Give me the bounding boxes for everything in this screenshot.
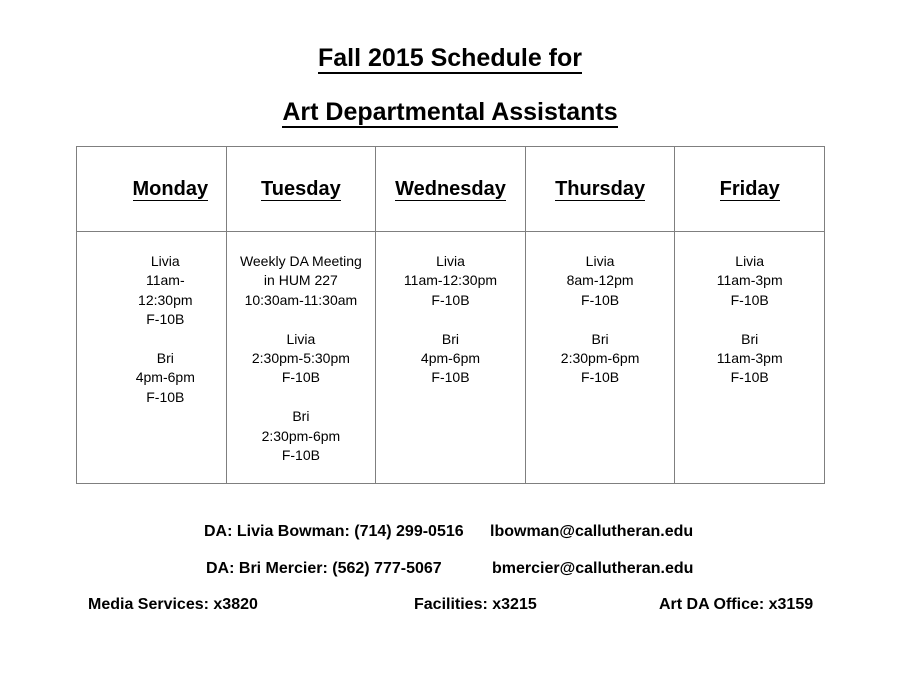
- shift-line: F-10B: [730, 291, 769, 308]
- shift-line: F-10B: [146, 388, 185, 405]
- shift-line: 2:30pm-6pm: [261, 427, 341, 444]
- day-cell-content: [675, 232, 824, 388]
- page-title-line-1-text: Fall 2015 Schedule for: [318, 44, 582, 72]
- extension-art-da-office: Art DA Office: x3159: [659, 596, 814, 613]
- shift-line: 2:30pm-6pm: [560, 350, 640, 367]
- day-header-thursday: [525, 147, 675, 232]
- day-header-monday: [77, 147, 227, 232]
- shift-line: Weekly DA Meeting: [239, 253, 362, 269]
- day-header-label: Wednesday: [395, 177, 506, 200]
- shift-line: F-10B: [581, 369, 620, 386]
- day-cell-content: [376, 232, 525, 388]
- shift-line: 12:30pm: [138, 291, 193, 308]
- shift-line: 8am-12pm: [566, 272, 634, 289]
- shift-line: Bri: [292, 408, 310, 425]
- day-header-tuesday: [226, 147, 376, 232]
- contact-bri-phone: DA: Bri Mercier: (562) 777-5067: [206, 560, 442, 577]
- shift-block: [227, 252, 376, 310]
- shift-line: 11am-: [145, 272, 185, 289]
- shift-block: [227, 407, 376, 465]
- shift-line: 2:30pm-5:30pm: [251, 350, 350, 367]
- shift-line: Bri: [741, 330, 759, 347]
- contact-livia-email: lbowman@callutheran.edu: [490, 523, 694, 540]
- day-header-label: Tuesday: [261, 177, 341, 200]
- shift-line: Livia: [286, 330, 316, 347]
- day-cell-monday: [77, 232, 227, 484]
- shift-block: [526, 252, 675, 310]
- shift-block: [105, 252, 226, 330]
- contact-bri-email: bmercier@callutheran.edu: [492, 560, 694, 577]
- day-header-label: Friday: [719, 177, 780, 200]
- shift-line: F-10B: [146, 311, 185, 328]
- extension-media-services: Media Services: x3820: [88, 596, 258, 613]
- shift-line: Bri: [156, 350, 174, 367]
- page-title-line-2-text: Art Departmental Assistants: [282, 98, 618, 126]
- shift-line: F-10B: [431, 369, 470, 386]
- schedule-body-row: [77, 232, 825, 484]
- shift-block: [675, 252, 824, 310]
- shift-line: F-10B: [281, 369, 320, 386]
- day-header-friday: [675, 147, 825, 232]
- shift-line: Livia: [150, 253, 180, 269]
- shift-block: [675, 330, 824, 388]
- shift-line: F-10B: [730, 369, 769, 386]
- shift-line: 11am-3pm: [716, 350, 783, 367]
- shift-line: Livia: [585, 253, 615, 269]
- shift-line: 10:30am-11:30am: [244, 291, 358, 308]
- day-header-label: Thursday: [555, 177, 646, 200]
- schedule-header-row: [77, 147, 825, 232]
- page-title-line-2: [0, 98, 900, 127]
- shift-line: 11am-3pm: [716, 272, 783, 289]
- day-cell-content: [105, 232, 226, 407]
- day-header-wednesday: [376, 147, 526, 232]
- shift-block: [526, 330, 675, 388]
- shift-line: 11am-12:30pm: [403, 272, 498, 289]
- contact-livia-phone: DA: Livia Bowman: (714) 299-0516: [204, 523, 464, 540]
- shift-line: Bri: [441, 330, 460, 347]
- day-cell-wednesday: [376, 232, 526, 484]
- shift-block: [376, 252, 525, 310]
- shift-block: [105, 349, 226, 407]
- shift-line: Livia: [436, 253, 465, 269]
- shift-line: 4pm-6pm: [135, 369, 195, 386]
- day-cell-content: [227, 232, 376, 465]
- shift-line: F-10B: [431, 291, 470, 308]
- schedule-table: [76, 146, 825, 484]
- shift-line: F-10B: [581, 291, 620, 308]
- day-cell-thursday: [525, 232, 675, 484]
- shift-line: Livia: [735, 253, 765, 269]
- shift-line: 4pm-6pm: [420, 350, 481, 367]
- page-title-line-1: [0, 44, 900, 73]
- day-header-label: Monday: [132, 177, 209, 200]
- shift-block: [376, 330, 525, 388]
- extension-facilities: Facilities: x3215: [414, 596, 537, 613]
- shift-line: F-10B: [281, 447, 320, 464]
- shift-line: in HUM 227: [263, 272, 338, 289]
- day-cell-content: [526, 232, 675, 388]
- shift-block: [227, 330, 376, 388]
- day-cell-tuesday: [226, 232, 376, 484]
- shift-line: Bri: [591, 330, 609, 347]
- day-cell-friday: [675, 232, 825, 484]
